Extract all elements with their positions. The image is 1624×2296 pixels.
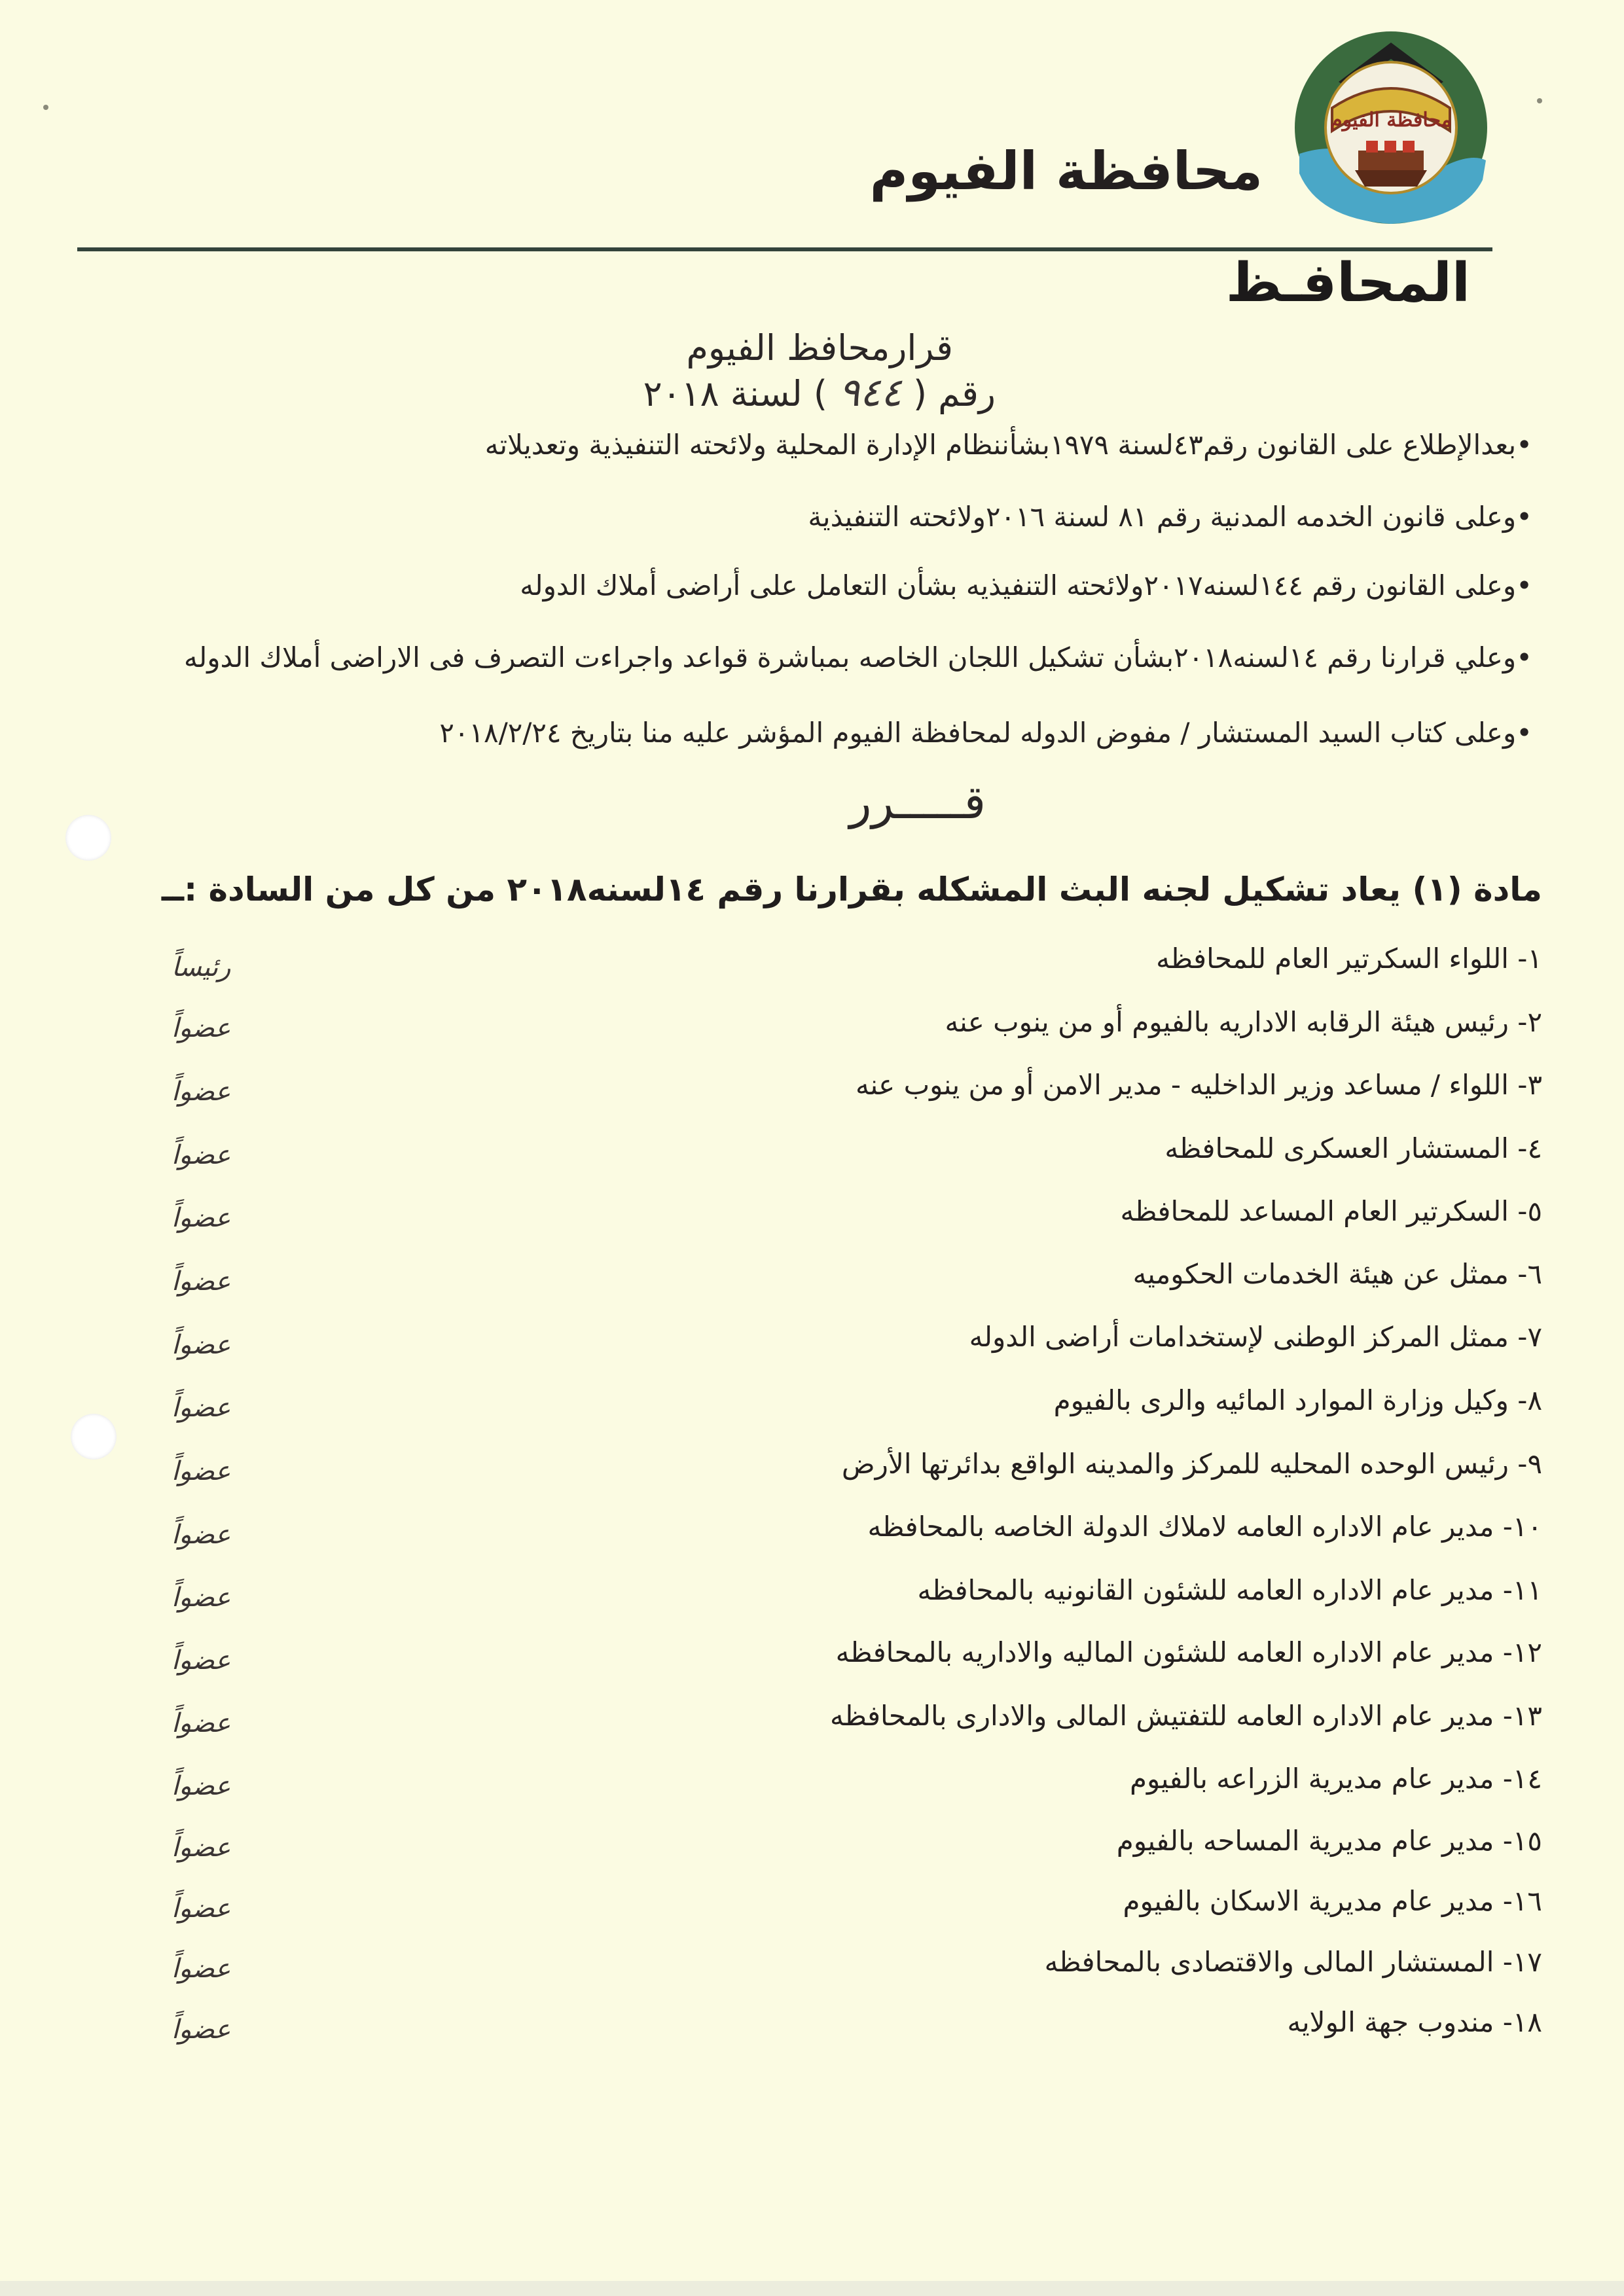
member-role: عضواً — [171, 1077, 231, 1107]
member-item: ٦- ممثل عن هيئة الخدمات الحكوميه — [1132, 1258, 1542, 1290]
member-item: ٨- وكيل وزارة الموارد المائيه والرى بالفيوم — [1053, 1384, 1542, 1416]
member-role: عضواً — [171, 1893, 231, 1924]
member-item: ١٢- مدير عام الاداره العامه للشئون الماليه والاداريه بالمحافظه — [835, 1636, 1542, 1668]
member-item: ١٦- مدير عام مديرية الاسكان بالفيوم — [1123, 1885, 1542, 1917]
scan-edge — [0, 2281, 1624, 2296]
member-item: ٤- المستشار العسكرى للمحافظه — [1164, 1132, 1542, 1164]
preamble-line: •وعلى قانون الخدمه المدنية رقم ٨١ لسنة ٢٠١٦ولائحته التنفيذية — [808, 501, 1532, 533]
member-role: عضواً — [171, 1645, 231, 1676]
member-role: عضواً — [171, 1833, 231, 1863]
governorate-seal-logo — [1293, 29, 1489, 226]
header-divider — [77, 247, 1492, 251]
paper-speck — [1537, 98, 1542, 103]
member-role: عضواً — [171, 1266, 231, 1297]
member-item: ١٠- مدير عام الاداره العامه لاملاك الدولة الخاصه بالمحافظه — [867, 1511, 1542, 1543]
decree-number: ٩٤٤ — [839, 370, 902, 416]
member-item: ١٧- المستشار المالى والاقتصادى بالمحافظه — [1044, 1946, 1542, 1978]
preamble-line: •وعلي قرارنا رقم ١٤لسنه٢٠١٨بشأن تشكيل اللجان الخاصه بمباشرة قواعد واجراءت التصرف فى الاراضى أملاك الدوله — [183, 641, 1532, 673]
member-item: ١٤- مدير عام مديرية الزراعه بالفيوم — [1130, 1763, 1542, 1795]
member-item: ١١- مدير عام الاداره العامه للشئون القانونيه بالمحافظه — [917, 1574, 1542, 1606]
member-role: عضواً — [171, 1203, 231, 1233]
member-role: عضواً — [171, 1708, 231, 1738]
member-item: ٢- رئيس هيئة الرقابه الاداريه بالفيوم أو من ينوب عنه — [945, 1006, 1542, 1038]
member-item: ٩- رئيس الوحده المحليه للمركز والمدينه الواقع بدائرتها الأرض — [841, 1448, 1542, 1480]
paper-speck — [43, 105, 48, 110]
member-role: عضواً — [171, 2015, 231, 2045]
member-item: ٥- السكرتير العام المساعد للمحافظه — [1120, 1195, 1542, 1227]
member-item: ١٣- مدير عام الاداره العامه للتفتيش المالى والادارى بالمحافظه — [830, 1700, 1542, 1732]
decree-number-line — [643, 370, 996, 416]
member-item: ١- اللواء السكرتير العام للمحافظه — [1156, 942, 1542, 975]
preamble-line: •بعدالإطلاع على القانون رقم٤٣لسنة ١٩٧٩بشأننظام الإدارة المحلية ولائحته التنفيذية وتعديلاته — [484, 429, 1532, 461]
member-role: عضواً — [171, 1140, 231, 1170]
member-role: عضواً — [171, 1520, 231, 1550]
preamble-line: •وعلى كتاب السيد المستشار / مفوض الدوله لمحافظة الفيوم المؤشر عليه منا بتاريخ ٢٠١٨/٢/٢٤ — [439, 717, 1532, 749]
member-item: ٧- ممثل المركز الوطنى لإستخدامات أراضى الدوله — [969, 1321, 1542, 1353]
member-item: ١٥- مدير عام مديرية المساحه بالفيوم — [1116, 1825, 1542, 1857]
member-item: ١٨- مندوب جهة الولايه — [1287, 2006, 1542, 2038]
member-role: عضواً — [171, 1954, 231, 1984]
decree-number-prefix: رقم ( — [912, 373, 996, 414]
member-role: عضواً — [171, 1583, 231, 1613]
governor-title: المحافـظ — [1225, 252, 1470, 314]
decree-number-suffix: ) لسنة ٢٠١٨ — [643, 373, 827, 414]
member-role: عضواً — [171, 1330, 231, 1360]
preamble-line: •وعلى القانون رقم ١٤٤لسنه٢٠١٧ولائحته التنفيذيه بشأن التعامل على أراضى أملاك الدوله — [520, 569, 1532, 601]
member-role: عضواً — [171, 1771, 231, 1801]
governorate-name: محافظة الفيوم — [869, 141, 1263, 202]
decided-heading: قـــــرر — [849, 776, 986, 829]
member-role: رئيساً — [171, 952, 231, 982]
seal-text: محافظة الفيوم — [1330, 109, 1452, 132]
punch-hole-top — [65, 815, 111, 861]
member-item: ٣- اللواء / مساعد وزير الداخليه - مدير الامن أو من ينوب عنه — [855, 1069, 1542, 1101]
article-1: مادة (١) يعاد تشكيل لجنه البث المشكله بقرارنا رقم ١٤لسنه٢٠١٨ من كل من السادة :ــ — [161, 870, 1542, 908]
member-role: عضواً — [171, 1456, 231, 1486]
decree-title: قرارمحافظ الفيوم — [686, 327, 953, 368]
member-role: عضواً — [171, 1013, 231, 1043]
punch-hole-bottom — [71, 1414, 117, 1460]
member-role: عضواً — [171, 1393, 231, 1423]
